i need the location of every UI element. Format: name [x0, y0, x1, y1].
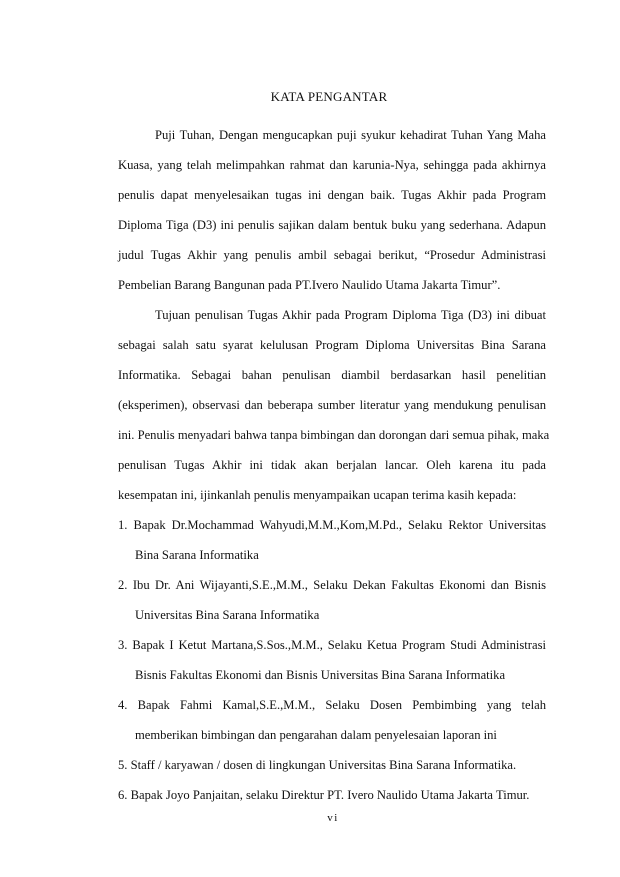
paragraph-2-line-7: kesempatan ini, ijinkanlah penulis menyampaikan ucapan terima kasih kepada:	[118, 488, 517, 502]
list-item-4-line-2: memberikan bimbingan dan pengarahan dalam penyelesaian laporan ini	[135, 728, 497, 742]
list-item-4-line-1: 4. Bapak Fahmi Kamal,S.E.,M.M., Selaku Dosen Pembimbing yang telah	[118, 698, 546, 712]
paragraph-2-line-1: Tujuan penulisan Tugas Akhir pada Program Diploma Tiga (D3) ini dibuat	[155, 308, 546, 322]
list-item-2-line-1: 2. Ibu Dr. Ani Wijayanti,S.E.,M.M., Selaku Dekan Fakultas Ekonomi dan Bisnis	[118, 578, 546, 592]
page-title: KATA PENGANTAR	[270, 89, 388, 104]
paragraph-1-line-6: Pembelian Barang Bangunan pada PT.Ivero Naulido Utama Jakarta Timur”.	[118, 278, 501, 292]
list-item-1-line-2: Bina Sarana Informatika	[135, 548, 259, 562]
paragraph-2-line-4: (eksperimen), observasi dan beberapa sumber literatur yang mendukung penulisan	[118, 398, 546, 412]
list-item-5: 5. Staff / karyawan / dosen di lingkungan Universitas Bina Sarana Informatika.	[118, 758, 517, 772]
paragraph-2-line-2: sebagai salah satu syarat kelulusan Program Diploma Universitas Bina Sarana	[118, 338, 546, 352]
paragraph-1-line-3: penulis dapat menyelesaikan tugas ini dengan baik. Tugas Akhir pada Program	[118, 188, 546, 202]
list-item-6: 6. Bapak Joyo Panjaitan, selaku Direktur PT. Ivero Naulido Utama Jakarta Timur.	[118, 788, 530, 802]
list-item-3-line-1: 3. Bapak I Ketut Martana,S.Sos.,M.M., Selaku Ketua Program Studi Administrasi	[118, 638, 546, 652]
paragraph-2-line-5: ini. Penulis menyadari bahwa tanpa bimbingan dan dorongan dari semua pihak, maka	[118, 428, 550, 442]
list-item-1-line-1: 1. Bapak Dr.Mochammad Wahyudi,M.M.,Kom,M.Pd., Selaku Rektor Universitas	[118, 518, 546, 532]
paragraph-1-line-5: judul Tugas Akhir yang penulis ambil sebagai berikut, “Prosedur Administrasi	[118, 248, 546, 262]
paragraph-1-line-1: Puji Tuhan, Dengan mengucapkan puji syukur kehadirat Tuhan Yang Maha	[155, 128, 546, 142]
list-item-2-line-2: Universitas Bina Sarana Informatika	[135, 608, 320, 622]
paragraph-1-line-2: Kuasa, yang telah melimpahkan rahmat dan karunia-Nya, sehingga pada akhirnya	[118, 158, 546, 172]
paragraph-1-line-4: Diploma Tiga (D3) ini penulis sajikan dalam bentuk buku yang sederhana. Adapun	[118, 218, 546, 232]
list-item-3-line-2: Bisnis Fakultas Ekonomi dan Bisnis Universitas Bina Sarana Informatika	[135, 668, 506, 682]
page-number: vi	[327, 812, 339, 824]
paragraph-2-line-3: Informatika. Sebagai bahan penulisan diambil berdasarkan hasil penelitian	[118, 368, 546, 382]
paragraph-2-line-6: penulisan Tugas Akhir ini tidak akan berjalan lancar. Oleh karena itu pada	[118, 458, 546, 472]
